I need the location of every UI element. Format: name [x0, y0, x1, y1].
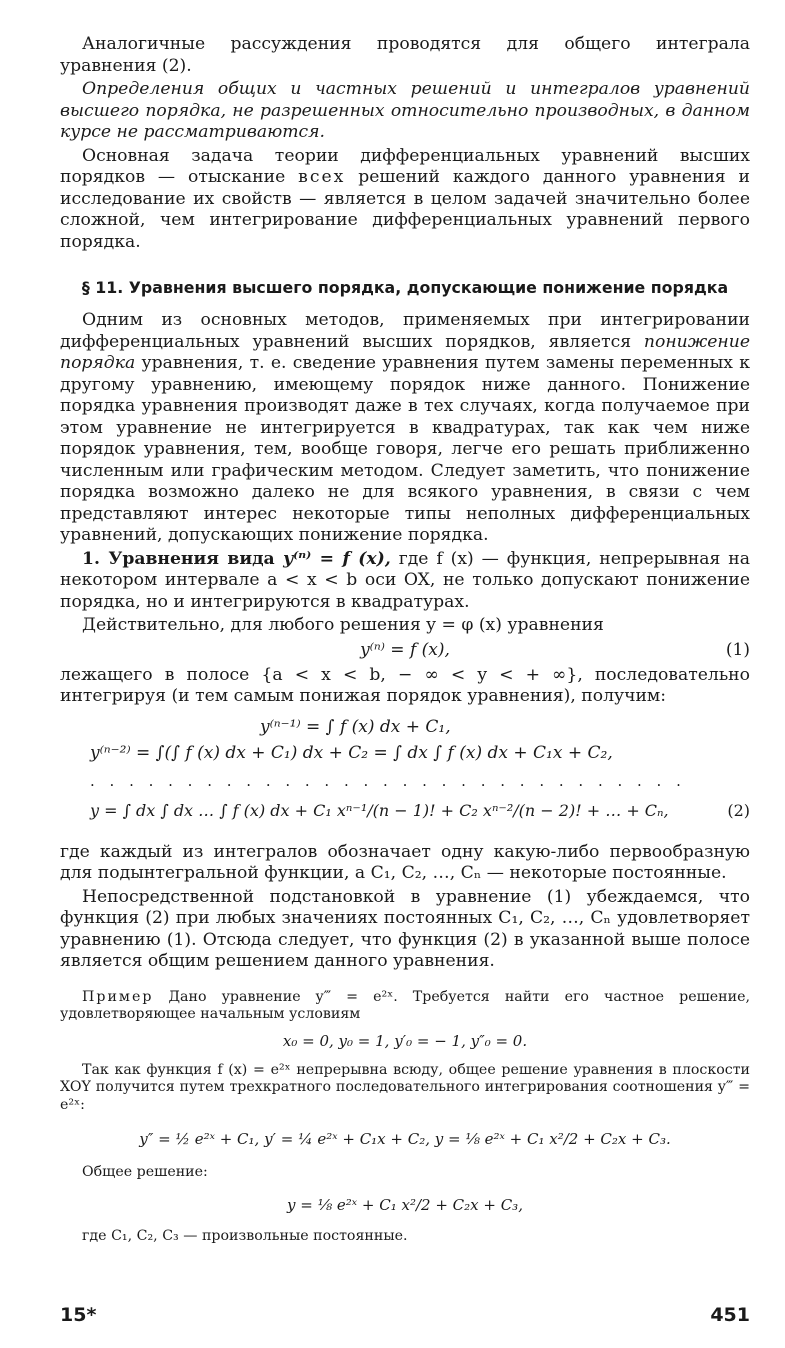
example-general-solution: y = ⅛ e²ˣ + C₁ x²/2 + C₂x + C₃, — [287, 1195, 523, 1214]
p3-text-a: Основная задача теории дифференциальных уравнений высших порядков — отыскание — [60, 145, 750, 187]
example-paragraph-2: Так как функция f (x) = e²ˣ непрерывна всюду, общее решение уравнения в плоскости XOY получится путем трехкратного последовательного интегрирования соотношения y‴ = e²ˣ: — [60, 1061, 750, 1113]
example-equations: y″ = ½ e²ˣ + C₁, y′ = ¼ e²ˣ + C₁x + C₂, y = ⅛ e²ˣ + C₁ x²/2 + C₂x + C₃. — [139, 1130, 671, 1148]
page-number: 451 — [710, 1304, 750, 1326]
p3-emphasis: всех — [298, 167, 346, 187]
item-1-rest: где f (x) — функция, непрерывная на некотором интервале a < x < b оси OX, не только допускают понижение порядка, но и интегрируются в квадратурах. — [60, 548, 751, 612]
example-text: Дано уравнение y‴ = e²ˣ. Требуется найти его частное решение, удовлетворяющее начальным условиям — [60, 988, 750, 1022]
equation-1 — [60, 639, 750, 661]
equation-1-number: (1) — [725, 639, 750, 660]
equation-2-number: (2) — [727, 800, 750, 820]
equation-2-dots: . . . . . . . . . . . . . . . . . . . . . . . . . . . . . . . — [90, 771, 686, 790]
paragraph-6: лежащего в полосе {a < x < b, − ∞ < y < + ∞}, последовательно интегрируя (и тем самым понижая порядок уравнения), получим: — [60, 664, 750, 706]
example-conditions: x₀ = 0, y₀ = 1, y′₀ = − 1, y″₀ = 0. — [282, 1031, 528, 1050]
section-title: § 11. Уравнения высшего порядка, допускающие понижение порядка — [81, 278, 729, 297]
p4-emphasis: понижение порядка — [60, 331, 750, 373]
item-1-label: 1. Уравнения вида — [82, 548, 284, 569]
p4-text-c: уравнения, т. е. сведение уравнения путем замены переменных к другому уравнению, имеющему порядок ниже данного. Понижение порядка уравнения производят даже в тех случаях, когда получаемое при этом уравнение не интегрируется в квадратурах, так как чем ниже порядок уравнения, тем, вообще говоря, легче его решать приближенно численным или графическим методом. Следует заметить, что понижение порядка возможно далеко не для всякого уравнения, в связи с чем представляют интерес некоторые типы неполных дифференциальных уравнений, допускающих понижение порядка. — [60, 353, 750, 545]
example-label: Пример — [82, 988, 154, 1005]
paragraph-3 — [60, 146, 750, 254]
equation-2-block — [60, 716, 750, 822]
paragraph-1: Аналогичные рассуждения проводятся для общего интеграла уравнения (2). — [60, 34, 750, 76]
paragraph-8: Непосредственной подстановкой в уравнение (1) убеждаемся, что функция (2) при любых значениях постоянных C₁, C₂, …, Cₙ удовлетворяет уравнению (1). Отсюда следует, что функция (2) в указанной выше полосе является общим решением данного уравнения. — [60, 886, 750, 971]
p4-text-a: Одним из основных методов, применяемых при интегрировании дифференциальных уравнений высших порядков, является — [60, 310, 750, 352]
paragraph-7: где каждый из интегралов обозначает одну какую-либо первообразную для подынтегральной функции, а C₁, C₂, …, Cₙ — некоторые постоянные. — [60, 841, 750, 883]
example-intro — [60, 989, 750, 1024]
equation-2c — [90, 800, 750, 822]
equation-2c-body: y = ∫ dx ∫ dx … ∫ f (x) dx + C₁ xⁿ⁻¹/(n − 1)! + C₂ xⁿ⁻²/(n − 2)! + … + Cₙ, — [90, 800, 669, 820]
p3-text-c: решений каждого данного уравнения и исследование их свойств — является в целом задачей значительно более сложной, чем интегрирование дифференциальных уравнений первого порядка. — [60, 167, 750, 252]
example-general-label: Общее решение: — [82, 1164, 208, 1180]
page-content — [60, 34, 750, 1245]
item-1-equation: y⁽ⁿ⁾ = f (x), — [283, 548, 391, 569]
paragraph-2: Определения общих и частных решений и интегралов уравнений высшего порядка, не разрешенных относительно производных, в данном курсе не рассматриваются. — [60, 79, 750, 142]
equation-2b: y⁽ⁿ⁻²⁾ = ∫(∫ f (x) dx + C₁) dx + C₂ = ∫ dx ∫ f (x) dx + C₁x + C₂, — [90, 742, 613, 763]
equation-1-body: y⁽ⁿ⁾ = f (x), — [360, 639, 450, 660]
paragraph-4 — [60, 310, 750, 547]
item-1 — [60, 549, 750, 614]
example-block — [60, 989, 750, 1246]
example-where: где C₁, C₂, C₃ — произвольные постоянные. — [82, 1227, 408, 1244]
page-footer — [60, 1304, 750, 1326]
equation-2a: y⁽ⁿ⁻¹⁾ = ∫ f (x) dx + C₁, — [260, 716, 451, 737]
signature-mark: 15* — [60, 1304, 97, 1326]
paragraph-5: Действительно, для любого решения y = φ (x) уравнения — [82, 615, 604, 635]
